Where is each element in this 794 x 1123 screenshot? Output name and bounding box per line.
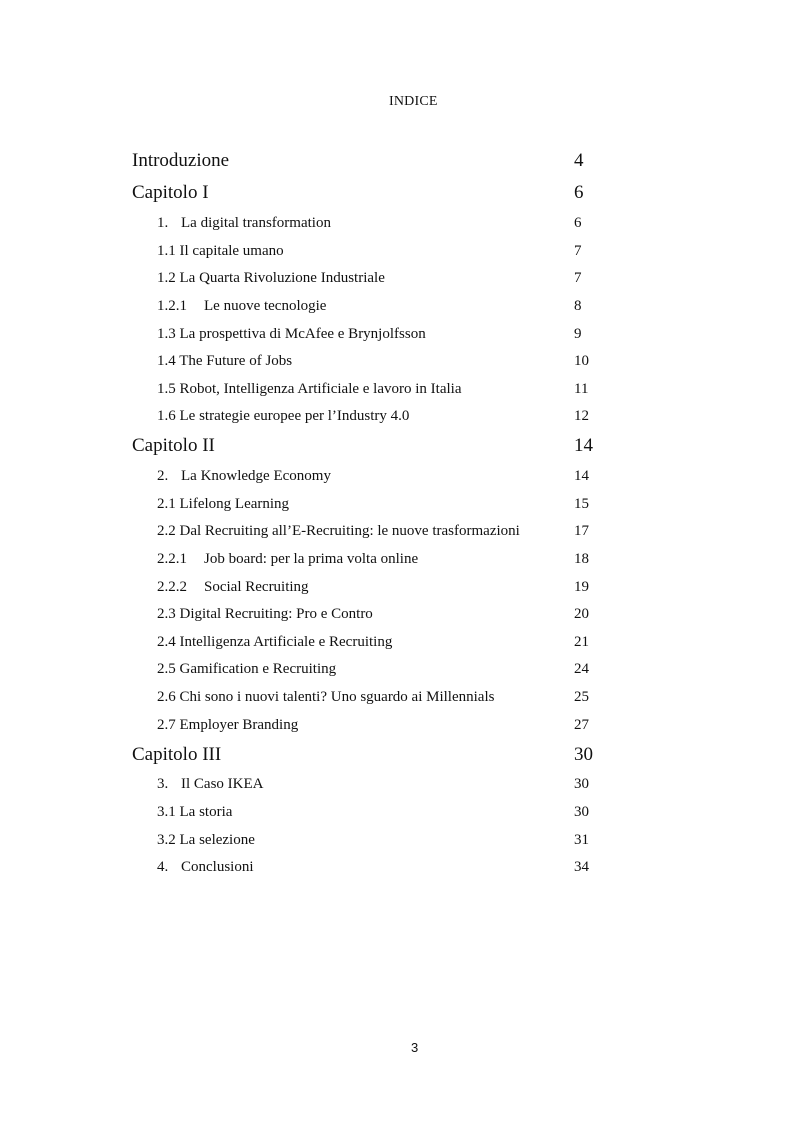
toc-entry-label: 1.3 La prospettiva di McAfee e Brynjolfsson: [157, 326, 426, 342]
toc-entry-page: 7: [574, 270, 582, 286]
toc-entry[interactable]: [0, 744, 794, 770]
toc-entry-page: 24: [574, 661, 589, 677]
toc-entry[interactable]: [0, 215, 794, 241]
toc-entry-label: 1.6 Le strategie europee per l’Industry 4.0: [157, 408, 410, 424]
toc-entry-page: 4: [574, 150, 584, 171]
toc-entry-label: 2.1 Lifelong Learning: [157, 496, 290, 512]
toc-entry-page: 6: [574, 215, 582, 231]
toc-entry-label: [157, 776, 264, 793]
toc-entry-page: 12: [574, 408, 589, 424]
toc-entry-page: 17: [574, 523, 589, 539]
toc-entry[interactable]: [0, 381, 794, 407]
toc-entry[interactable]: [0, 717, 794, 743]
toc-entry-page: 27: [574, 717, 589, 733]
toc-entry[interactable]: [0, 326, 794, 352]
toc-entry-label: [157, 298, 326, 315]
toc-entry-page: 34: [574, 859, 589, 875]
toc-entry-page: 7: [574, 243, 582, 259]
toc-entry[interactable]: [0, 859, 794, 885]
toc-entry-label: Capitolo III: [132, 744, 222, 765]
toc-entry-title: Le nuove tecnologie: [204, 298, 327, 314]
toc-entry-label: [157, 551, 418, 568]
toc-entry-label: 1.1 Il capitale umano: [157, 243, 284, 259]
toc-entry-label: 2.6 Chi sono i nuovi talenti? Uno sguardo ai Millennials: [157, 689, 495, 705]
toc-entry[interactable]: [0, 689, 794, 715]
toc-entry-number: 3.: [157, 776, 169, 792]
toc-entry-page: 30: [574, 804, 589, 820]
toc-entry-title: Social Recruiting: [204, 579, 309, 595]
toc-entry-page: 30: [574, 776, 589, 792]
toc-entry[interactable]: [0, 804, 794, 830]
toc-entry[interactable]: [0, 468, 794, 494]
toc-entry[interactable]: [0, 496, 794, 522]
toc-entry-number: 2.2.2: [157, 579, 187, 595]
toc-entry[interactable]: [0, 243, 794, 269]
index-heading: INDICE: [389, 94, 438, 109]
toc-entry-page: 14: [574, 435, 593, 456]
toc-entry-label: 2.5 Gamification e Recruiting: [157, 661, 337, 677]
toc-entry-page: 10: [574, 353, 589, 369]
toc-entry-label: [157, 859, 254, 876]
toc-entry-title: Job board: per la prima volta online: [204, 551, 419, 567]
toc-entry-title: La digital transformation: [181, 215, 331, 231]
toc-entry-title: Conclusioni: [181, 859, 254, 875]
toc-entry-page: 8: [574, 298, 582, 314]
toc-entry-label: 3.1 La storia: [157, 804, 233, 820]
toc-entry-label: 2.3 Digital Recruiting: Pro e Contro: [157, 606, 373, 622]
toc-entry-title: La Knowledge Economy: [181, 468, 331, 484]
toc-entry-number: 2.2.1: [157, 551, 187, 567]
toc-entry-label: Capitolo II: [132, 435, 215, 456]
toc-entry[interactable]: [0, 579, 794, 605]
toc-entry-page: 15: [574, 496, 589, 512]
toc-entry-label: [157, 215, 331, 232]
toc-entry[interactable]: [0, 150, 794, 176]
toc-entry[interactable]: [0, 435, 794, 461]
toc-entry-label: Capitolo I: [132, 182, 209, 203]
toc-entry-number: 4.: [157, 859, 169, 875]
toc-entry[interactable]: [0, 353, 794, 379]
toc-entry-label: 2.2 Dal Recruiting all’E-Recruiting: le nuove trasformazioni: [157, 523, 520, 539]
toc-entry-page: 20: [574, 606, 589, 622]
toc-entry-number: 2.: [157, 468, 169, 484]
toc-entry[interactable]: [0, 270, 794, 296]
toc-entry-page: 19: [574, 579, 589, 595]
toc-entry-page: 25: [574, 689, 589, 705]
toc-entry-page: 11: [574, 381, 589, 397]
toc-entry[interactable]: [0, 832, 794, 858]
toc-entry-number: 1.: [157, 215, 169, 231]
toc-entry-page: 14: [574, 468, 589, 484]
toc-entry-page: 6: [574, 182, 584, 203]
toc-entry[interactable]: [0, 408, 794, 434]
toc-entry-page: 31: [574, 832, 589, 848]
toc-entry-page: 30: [574, 744, 593, 765]
toc-entry-label: [157, 579, 309, 596]
toc-entry[interactable]: [0, 551, 794, 577]
toc-entry-label: 1.2 La Quarta Rivoluzione Industriale: [157, 270, 385, 286]
toc-entry-page: 9: [574, 326, 582, 342]
toc-entry-label: 2.4 Intelligenza Artificiale e Recruiting: [157, 634, 393, 650]
toc-entry-label: 1.5 Robot, Intelligenza Artificiale e lavoro in Italia: [157, 381, 462, 397]
toc-entry[interactable]: [0, 661, 794, 687]
toc-entry[interactable]: [0, 776, 794, 802]
toc-entry[interactable]: [0, 634, 794, 660]
toc-entry[interactable]: [0, 298, 794, 324]
toc-entry-label: 1.4 The Future of Jobs: [157, 353, 293, 369]
toc-entry-number: 1.2.1: [157, 298, 187, 314]
toc-entry-page: 21: [574, 634, 589, 650]
toc-entry-label: 3.2 La selezione: [157, 832, 255, 848]
page-number: 3: [411, 1040, 419, 1055]
toc-entry-label: [157, 468, 331, 485]
toc-entry[interactable]: [0, 606, 794, 632]
toc-entry-label: 2.7 Employer Branding: [157, 717, 299, 733]
toc-entry[interactable]: [0, 523, 794, 549]
toc-entry-page: 18: [574, 551, 589, 567]
toc-entry-title: Il Caso IKEA: [181, 776, 264, 792]
toc-entry-label: Introduzione: [132, 150, 230, 171]
toc-entry[interactable]: [0, 182, 794, 208]
